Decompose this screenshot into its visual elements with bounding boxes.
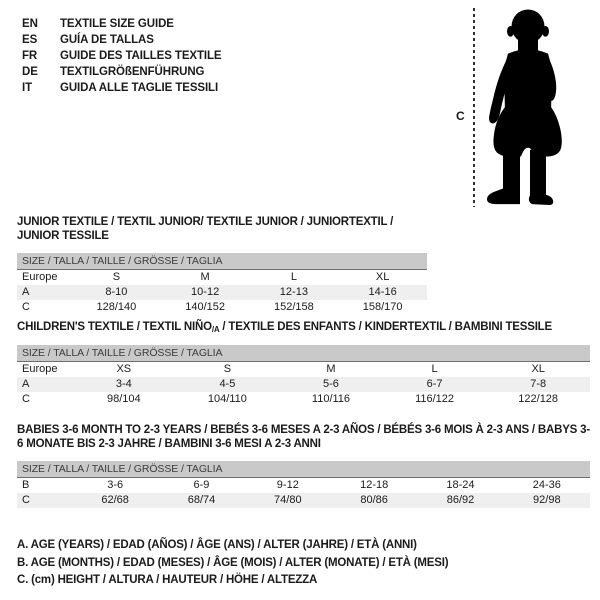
language-title: GUIDA ALLE TAGLIE TESSILI [60,82,219,94]
title-subscript: /A [211,325,220,334]
table-title: BABIES 3-6 MONTH TO 2-3 YEARS / BEBÉS 3-6 MESES A 2-3 AÑOS / BÉBÉS 3-6 MOIS À 2-3 ANS / BABYS 3-6 MONATE BIS 2-3 JAHRE / BAMBINI 3-6 MESI A 2-3 ANNI [17,424,590,450]
title-suffix: / TEXTILE DES ENFANTS / KINDERTEXTIL / BAMBINI TESSILE [219,321,552,333]
toddler-silhouette [483,8,573,207]
table-cell: 5-6 [323,378,339,390]
table-row [17,478,590,493]
size-header-bar: SIZE / TALLA / TAILLE / GRÖSSE / TAGLIA [17,345,590,362]
childrens-textile-table [17,320,590,407]
language-code: ES [22,34,38,46]
table-row [17,270,427,285]
table-cell: 10-12 [191,286,220,298]
language-code: EN [22,18,38,30]
language-row-fr [22,48,222,64]
table-cell: 3-4 [115,378,132,390]
table-cell: 128/140 [96,301,137,313]
row-label: C [22,393,30,405]
row-label: A [22,378,30,390]
language-row-it [22,80,222,96]
table-title: JUNIOR TEXTILE / TEXTIL JUNIOR/ TEXTILE JUNIOR / JUNIORTEXTIL / JUNIOR TESSILE [17,216,394,242]
size-header-bar: SIZE / TALLA / TAILLE / GRÖSSE / TAGLIA [17,461,590,478]
title-prefix: CHILDREN'S TEXTILE / TEXTIL NIÑO [17,321,212,333]
language-title: GUÍA DE TALLAS [60,34,154,46]
table-cell: S [112,271,121,283]
table-cell: 14-16 [368,286,397,298]
table-cell: 104/110 [207,393,247,405]
language-row-es [22,32,222,48]
language-code: IT [22,82,33,94]
table-cell: L [431,363,438,375]
table-cell: L [290,271,297,283]
row-label: Europe [22,363,58,375]
row-label: B [22,479,30,491]
table-title [17,320,590,335]
table-cell: XL [531,363,545,375]
table-cell: 3-6 [107,479,124,491]
table-cell: 68/74 [187,494,216,506]
table-cell: 6-9 [193,479,210,491]
table-cell: 122/128 [518,393,559,405]
measurement-legend [17,537,448,590]
table-cell: 24-36 [532,479,561,491]
size-header-bar: SIZE / TALLA / TAILLE / GRÖSSE / TAGLIA [17,253,427,270]
table-cell: 9-12 [276,479,299,491]
table-row [17,362,590,377]
table-cell: 7-8 [530,378,547,390]
language-title: GUIDE DES TAILLES TEXTILE [60,50,222,62]
table-cell: 4-5 [219,378,236,390]
table-cell: XL [375,271,390,283]
language-row-en [22,16,222,32]
table-cell: M [200,271,210,283]
table-cell: 152/158 [273,301,314,313]
table-cell: S [223,363,232,375]
table-row [17,493,590,508]
row-label: C [22,301,30,313]
table-row [17,392,590,407]
height-marker-dashed-line [473,8,475,207]
table-cell: 98/104 [106,393,141,405]
legend-line-b: B. AGE (MONTHS) / EDAD (MESES) / ÂGE (MOIS) / ALTER (MONATE) / ETÀ (MESI) [17,556,449,569]
table-cell: 12-13 [279,286,308,298]
height-marker-label: C [456,109,465,123]
legend-line-a: A. AGE (YEARS) / EDAD (AÑOS) / ÂGE (ANS) / ALTER (JAHRE) / ETÀ (ANNI) [17,539,417,551]
table-cell: 110/116 [311,393,351,405]
table-cell: 116/122 [415,393,455,405]
table-cell: 6-7 [426,378,443,390]
language-row-de [22,64,222,80]
table-cell: 92/98 [533,494,561,506]
table-cell: 140/152 [185,301,225,313]
row-label: C [22,494,30,506]
table-row [17,300,427,315]
table-cell: XS [116,363,132,375]
row-label: Europe [22,271,58,283]
row-label: A [22,286,30,298]
table-cell: 74/80 [274,494,302,506]
table-row [17,377,590,392]
language-title: TEXTILE SIZE GUIDE [60,18,174,30]
language-code: DE [22,66,38,78]
legend-line-c: C. (cm) HEIGHT / ALTURA / HAUTEUR / HÖHE / ALTEZZA [17,574,318,586]
table-cell: 18-24 [446,479,475,491]
language-code: FR [22,50,38,62]
table-cell: 12-18 [360,479,389,491]
table-cell: 80/86 [360,494,388,506]
table-cell: 86/92 [446,494,475,506]
table-cell: 158/170 [362,301,403,313]
table-cell: 62/68 [101,494,129,506]
junior-textile-table [17,215,427,315]
babies-textile-table [17,423,590,508]
table-row [17,285,427,300]
language-title: TEXTILGRÖßENFÜHRUNG [60,66,205,78]
table-cell: 8-10 [105,286,128,298]
table-cell: M [326,363,336,375]
language-title-list [22,16,222,96]
